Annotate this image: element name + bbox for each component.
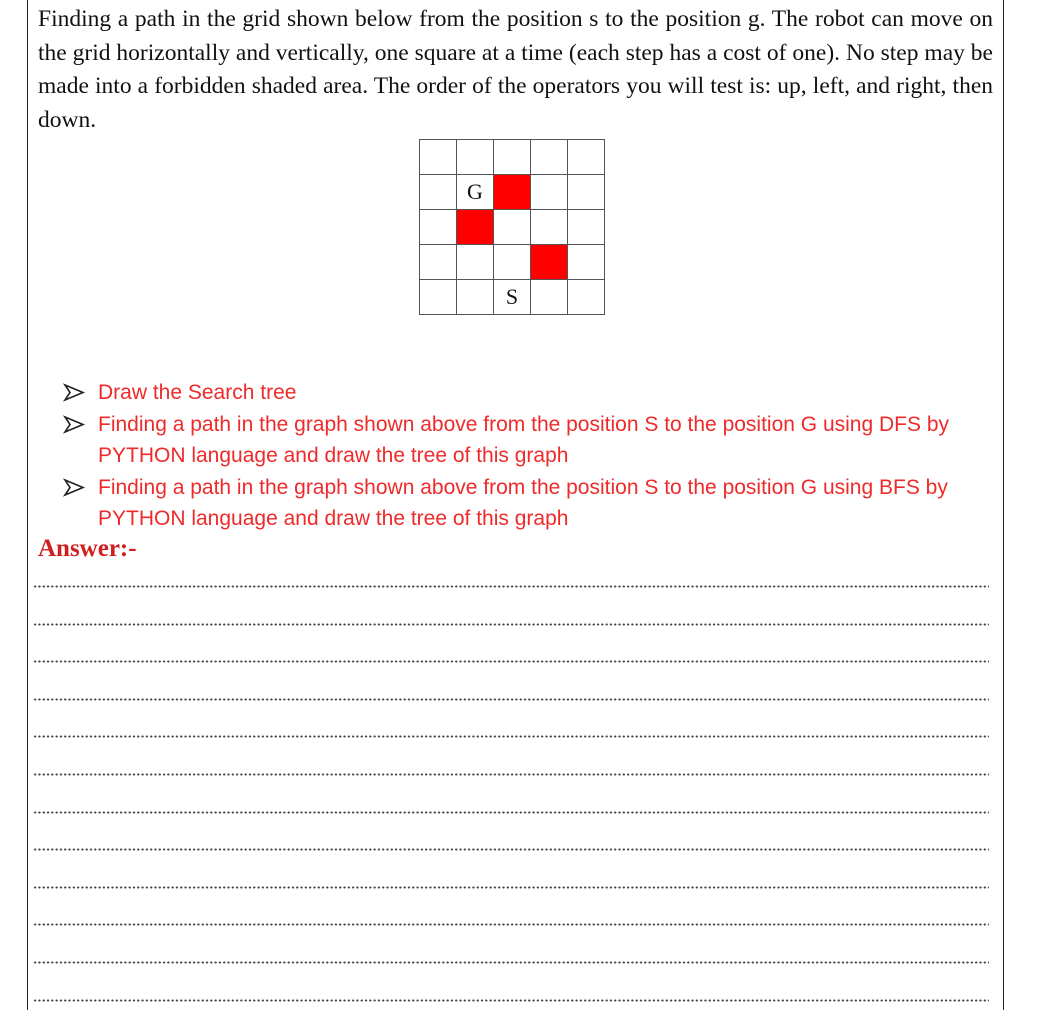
grid-cell: [494, 245, 531, 280]
arrow-bullet-icon: [62, 409, 86, 440]
grid-cell: [420, 210, 457, 245]
answer-dotted-line: [33, 811, 989, 814]
grid-cell: [457, 280, 494, 315]
grid-cell: [568, 280, 605, 315]
grid-cell-blocked: [531, 245, 568, 280]
grid-cell: [494, 140, 531, 175]
answer-dotted-line: [33, 923, 989, 926]
grid-row: [420, 280, 605, 315]
answer-dotted-line: [33, 735, 989, 738]
grid-cell-blocked: [494, 175, 531, 210]
grid-row: [420, 245, 605, 280]
answer-dotted-line: [33, 961, 989, 964]
task-text: Finding a path in the graph shown above from the position S to the position G using BFS by PYTHON language and draw the tree of this graph: [98, 475, 948, 530]
grid-row: [420, 140, 605, 175]
grid-cell: [420, 280, 457, 315]
task-list: [62, 377, 992, 535]
robot-grid: [419, 139, 605, 315]
grid-cell: [457, 140, 494, 175]
grid-cell: [494, 210, 531, 245]
grid-cell: [420, 175, 457, 210]
grid-cell: [568, 175, 605, 210]
answer-dotted-line: [33, 660, 989, 663]
grid-row: [420, 175, 605, 210]
task-text: Draw the Search tree: [98, 381, 297, 404]
grid-cell: [568, 245, 605, 280]
grid-cell-blocked: [457, 210, 494, 245]
answer-dotted-line: [33, 585, 989, 588]
answer-dotted-line: [33, 623, 989, 626]
answer-dotted-line: [33, 698, 989, 701]
grid-cell-goal: G: [457, 175, 494, 210]
answer-dotted-line: [33, 773, 989, 776]
task-item: [62, 409, 992, 472]
task-item: [62, 472, 992, 535]
grid-cell: [531, 280, 568, 315]
arrow-bullet-icon: [62, 472, 86, 503]
grid-cell: [531, 210, 568, 245]
answer-dotted-line: [33, 848, 989, 851]
task-item: [62, 377, 992, 409]
grid-cell: [531, 140, 568, 175]
task-text: Finding a path in the graph shown above from the position S to the position G using DFS by PYTHON language and draw the tree of this graph: [98, 412, 950, 467]
grid-cell: [568, 140, 605, 175]
arrow-bullet-icon: [62, 377, 86, 408]
grid-cell: [420, 140, 457, 175]
grid-row: [420, 210, 605, 245]
problem-statement: Finding a path in the grid shown below from the position s to the position g. The robot can move on the grid horizontally and vertically, one square at a time (each step has a cost of one). No step may be made into a forbidden shaded area. The order of the operators you will test is: up, left, and right, then down.: [38, 6, 993, 133]
grid-cell: [531, 175, 568, 210]
answer-dotted-line: [33, 999, 989, 1002]
grid-cell-start: S: [494, 280, 531, 315]
grid-cell: [568, 210, 605, 245]
grid-cell: [420, 245, 457, 280]
grid-cell: [457, 245, 494, 280]
answer-label: Answer:-: [38, 535, 137, 562]
answer-dotted-line: [33, 886, 989, 889]
